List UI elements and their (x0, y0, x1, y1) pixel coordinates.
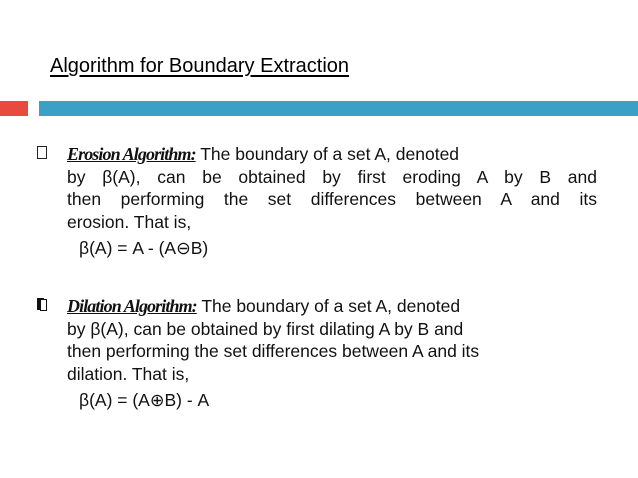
erosion-line3: then performing the set differences between A and its (67, 189, 597, 209)
dilation-line4: dilation. That is, (67, 363, 190, 384)
erosion-line2: by β(A), can be obtained by first eroding A by B and (67, 166, 597, 187)
slide-title: Algorithm for Boundary Extraction (50, 55, 350, 77)
dilation-item (37, 295, 597, 412)
dilation-heading: Dilation Algorithm: (67, 296, 197, 316)
erosion-line4: erosion. That is, (67, 211, 192, 232)
erosion-equation: β(A) = A - (A⊖B) (79, 238, 209, 258)
erosion-text (67, 143, 597, 260)
dilation-line3: then performing the set differences between A and its (67, 341, 480, 361)
dilation-line2: by β(A), can be obtained by first dilating A by B and (67, 318, 464, 339)
dilation-text (67, 295, 597, 412)
dilation-line1: The boundary of a set A, denoted (201, 296, 461, 316)
square-bullet-icon (37, 146, 47, 159)
dilation-equation: β(A) = (A⊕B) - A (79, 390, 210, 410)
shadowed-square-bullet-icon (37, 298, 47, 311)
erosion-line1: The boundary of a set A, denoted (200, 144, 460, 164)
erosion-heading: Erosion Algorithm: (67, 144, 196, 164)
erosion-item (37, 143, 597, 260)
accent-bar-right (39, 101, 638, 116)
accent-bar-left (0, 101, 28, 116)
